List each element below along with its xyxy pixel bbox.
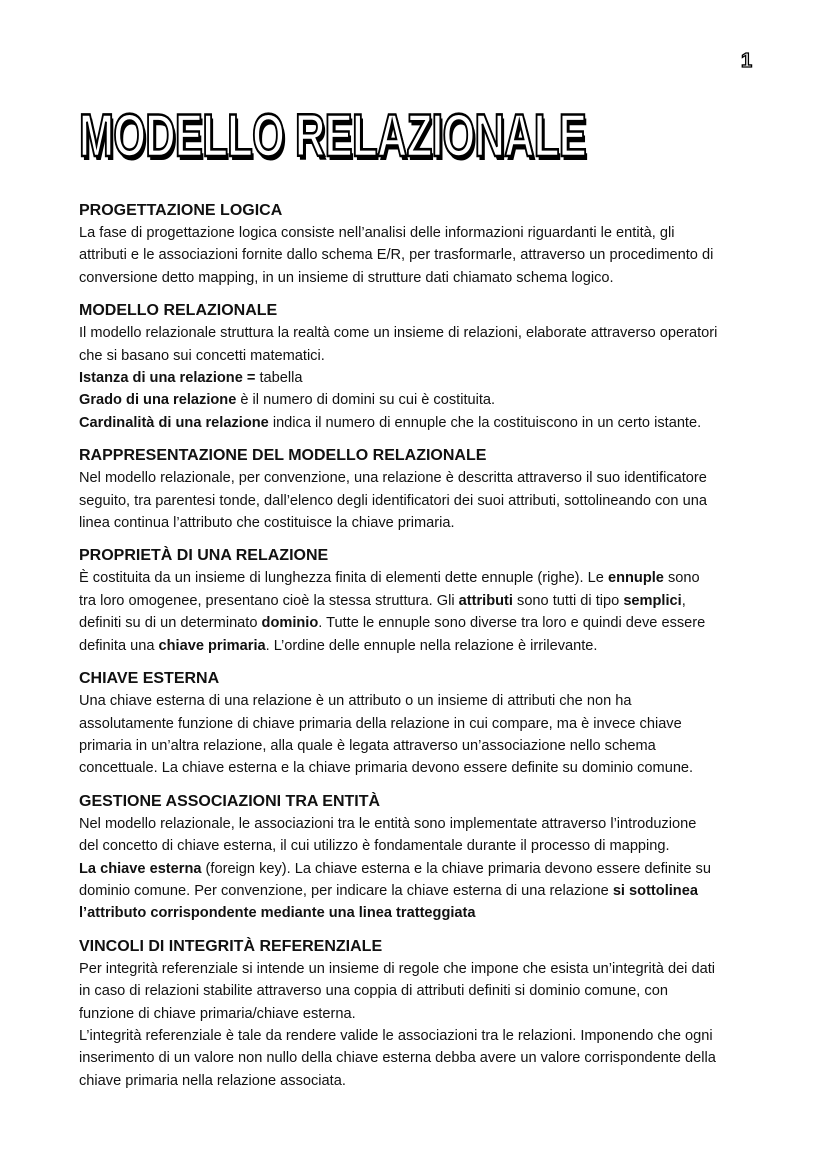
text: È costituita da un insieme di lunghezza finita di elementi dette ennuple (righe). Le [79, 570, 608, 587]
text: Per integrità referenziale si intende un insieme di regole che impone che esista un’integrità dei dati [79, 960, 716, 977]
text: Una chiave esterna di una relazione è un attributo o un insieme di attributi che non ha [79, 693, 632, 710]
section-heading: VINCOLI DI INTEGRITÀ REFERENZIALE [79, 937, 383, 955]
text: tra loro omogenee, presentano cioè la stessa struttura. Gli [79, 592, 459, 609]
bold-text: si sottolinea [612, 882, 698, 899]
text: Nel modello relazionale, per convenzione, una relazione è descritta attraverso il suo identificatore [79, 470, 707, 487]
text-line [79, 958, 759, 980]
text: chiave primaria nella relazione associata. [79, 1072, 346, 1089]
text: definiti su di un determinato [79, 615, 262, 632]
text-line [79, 512, 759, 534]
text: in caso di relazioni stabilite attraverso una coppia di attributi definiti si dominio comune, con [79, 983, 668, 1000]
text-line [79, 902, 759, 924]
section-heading: PROGETTAZIONE LOGICA [79, 202, 283, 219]
bold-text: ennuple [607, 570, 664, 587]
text-line [79, 322, 759, 344]
document-body [79, 200, 759, 1103]
text: La fase di progettazione logica consiste nell’analisi delle informazioni riguardanti le entità, gli [79, 225, 675, 241]
text: assolutamente funzione di chiave primaria della relazione in cui compare, ma è invece chiave [79, 715, 682, 732]
section [79, 791, 759, 925]
text-line [79, 1070, 759, 1092]
text-line [79, 635, 759, 657]
bold-text: Grado di una relazione [79, 392, 237, 409]
text: dominio comune. Per convenzione, per indicare la chiave esterna di una relazione [79, 882, 613, 899]
section-heading: RAPPRESENTAZIONE DEL MODELLO RELAZIONALE [79, 447, 487, 465]
bold-text: chiave primaria [158, 637, 266, 654]
text: primaria in un’altra relazione, alla quale è legata attraverso un’associazione nello schema [79, 737, 656, 754]
text: sono tutti di tipo [512, 592, 624, 609]
section [79, 936, 759, 1092]
bold-text: La chiave esterna [79, 860, 202, 877]
text: che si basano sui concetti matematici. [79, 347, 325, 364]
bold-text: semplici [623, 592, 682, 609]
section-heading: CHIAVE ESTERNA [79, 670, 220, 688]
text-line [79, 267, 759, 289]
text: L’integrità referenziale è tale da rendere valide le associazioni tra le relazioni. Imponendo che ogni [79, 1027, 713, 1044]
text-line [79, 367, 759, 389]
text: linea continua l’attributo che costituisce la chiave primaria. [79, 515, 455, 532]
text-line [79, 690, 759, 712]
text-line [79, 467, 759, 489]
text-line [79, 612, 759, 634]
section-heading: PROPRIETÀ DI UNA RELAZIONE [79, 547, 329, 565]
text: . Tutte le ennuple sono diverse tra loro e quindi deve essere [318, 615, 706, 632]
text: tabella [255, 370, 303, 387]
text-line [79, 1025, 759, 1047]
section [79, 445, 759, 534]
text-line [79, 1047, 759, 1069]
text: funzione di chiave primaria/chiave esterna. [79, 1005, 356, 1022]
text: definita una [79, 637, 159, 654]
text: è il numero di domini su cui è costituita. [236, 392, 496, 409]
text-line [79, 490, 759, 512]
document-title: MODELLO RELAZIONALE [79, 102, 587, 169]
text: del concetto di chiave esterna, il cui utilizzo è fondamentale durante il processo di mapping. [79, 838, 670, 855]
section [79, 300, 759, 434]
text-line [79, 835, 759, 857]
bold-text: dominio [261, 615, 319, 632]
text: attributi e le associazioni fornite dallo schema E/R, per trasformarle, attraverso un procedimento di [79, 247, 714, 264]
text-line [79, 345, 759, 367]
text-line [79, 713, 759, 735]
section-heading: MODELLO RELAZIONALE [79, 302, 278, 320]
section [79, 545, 759, 657]
text-line [79, 980, 759, 1002]
text-line [79, 757, 759, 779]
text: conversione detto mapping, in un insieme di strutture dati chiamato schema logico. [79, 269, 614, 286]
text: inserimento di un valore non nullo della chiave esterna debba avere un valore corrispondente della [79, 1050, 716, 1067]
text: Nel modello relazionale, le associazioni tra le entità sono implementate attraverso l’introduzione [79, 815, 697, 832]
text-line [79, 858, 759, 880]
bold-text: Cardinalità di una relazione [79, 414, 269, 431]
bold-text: l’attributo corrispondente mediante una linea tratteggiata [79, 905, 476, 922]
text-line [79, 222, 759, 244]
text: (foreign key). La chiave esterna e la chiave primaria devono essere definite su [201, 860, 711, 877]
text: Il modello relazionale struttura la realtà come un insieme di relazioni, elaborate attraverso operatori [79, 325, 718, 342]
bold-text: attributi [458, 592, 513, 609]
text-line [79, 244, 759, 266]
section-heading: GESTIONE ASSOCIAZIONI TRA ENTITÀ [79, 792, 381, 810]
text: . L’ordine delle ennuple nella relazione è irrilevante. [265, 637, 598, 654]
text: seguito, tra parentesi tonde, dall’elenco degli identificatori dei suoi attributi, sottolineando con una [79, 492, 707, 509]
section [79, 668, 759, 780]
page-number: 1 [741, 50, 753, 72]
section [79, 200, 759, 289]
text-line [79, 880, 759, 902]
text: concettuale. La chiave esterna e la chiave primaria devono essere definite su dominio comune. [79, 760, 694, 777]
text-line [79, 1003, 759, 1025]
bold-text: Istanza di una relazione = [79, 370, 256, 387]
text-line [79, 735, 759, 757]
text: , [681, 592, 686, 609]
text: indica il numero di ennuple che la costituiscono in un certo istante. [268, 414, 702, 431]
text-line [79, 412, 759, 434]
text-line [79, 813, 759, 835]
text-line [79, 590, 759, 612]
text-line [79, 567, 759, 589]
text: sono [663, 570, 700, 587]
text-line [79, 389, 759, 411]
